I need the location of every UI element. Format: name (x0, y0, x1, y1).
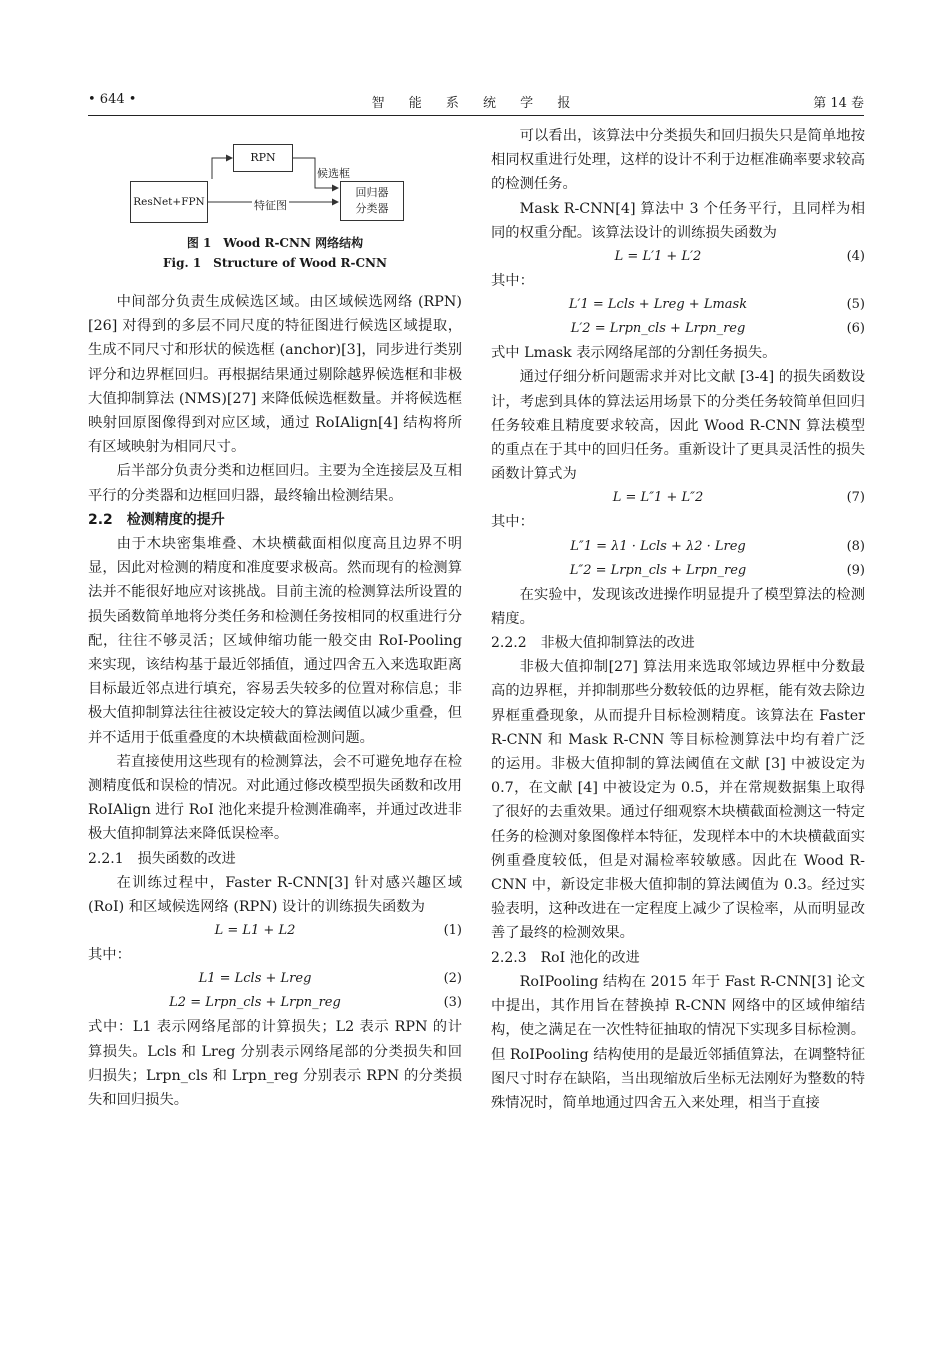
equation: L = L1 + L2 (1) (214, 923, 462, 939)
paragraph: 式中 Lmask 表示网络尾部的分割任务损失。 (491, 345, 777, 362)
paragraph: 在训练过程中，Faster R-CNN[3] 针对感兴趣区域 (RoI) 和区域候选网络 (RPN) 设计的训练损失函数为 (88, 874, 462, 916)
figure-caption-cn: 图 1 Wood R-CNN 网络结构 (186, 236, 364, 250)
paragraph: 其中： (491, 273, 534, 290)
subsection-heading: 2.2.3 RoI 池化的改进 (491, 949, 640, 966)
paragraph: 其中： (88, 947, 131, 964)
resnet-fpn-box: ResNet+FPN (130, 181, 208, 223)
paragraph: 若直接使用这些现有的检测算法，会不可避免地存在检测精度低和误检的情况。对此通过修改模型损失函数和改用 RoIAlign 进行 RoI 池化来提升检测准确率，并通过改进非极大值抑制算法来降低误检率。 (88, 753, 462, 843)
paragraph: 非极大值抑制[27] 算法用来选取邻域边界框中分数最高的边界框，并抑制那些分数较低的边界框，能有效去除边界框重叠现象，从而提升目标检测精度。该算法在 Faster R-CNN 和 Mask R-CNN 等目标检测算法中均有着广泛的运用。非极大值抑制的算法阈值在文献 [3] 中被设定为 0.7，在文献 [4] 中被设定为 0.5，并在常规数据集上取得了很好的去重效果。通过仔细观察木块横截面检测这一特定任务的检测对象图像样本特征，发现样本中的木块横截面实例重叠度较低，但是对漏检率较敏感。因此在 Wood R-CNN 中，新设定非极大值抑制的算法阈值为 0.3。经过实验表明，这种改进在一定程度上减少了误检率，从而明显改善了最终的检测效果。 (491, 659, 865, 942)
paragraph: 式中：L1 表示网络尾部的计算损失；L2 表示 RPN 的计算损失。Lcls 和 Lreg 分别表示网络尾部的分类损失和回归损失；Lrpn_cls 和 Lrpn_reg 分别表示 RPN 的分类损失和回归损失。 (88, 1019, 462, 1109)
subsection-heading: 2.2.1 损失函数的改进 (88, 850, 236, 867)
volume-label: 第 14 卷 (813, 96, 864, 111)
section-heading: 2.2 检测精度的提升 (88, 511, 225, 528)
paragraph: 其中： (491, 514, 534, 531)
left-column (88, 124, 462, 1112)
paragraph: 中间部分负责生成候选区域。由区域候选网络 (RPN)[26] 对得到的多层不同尺度的特征图进行候选区域提取，生成不同尺寸和形状的候选框 (anchor)[3]，同步进行类别评分和边界框回归。再根据结果通过剔除越界候选框和非极大值抑制算法 (NMS)[27] 来降低候选框数量。并将候选框映射回原图像得到对应区域，通过 RoIAlign[4] 结构将所有区域映射为相同尺寸。 (88, 294, 462, 456)
paragraph: 在实验中，发现该改进操作明显提升了模型算法的检测精度。 (491, 586, 865, 627)
equation: L2 = Lrpn_cls + Lrpn_reg (3) (169, 995, 462, 1011)
feature-map-label: 特征图 (252, 194, 289, 218)
paragraph: 后半部分负责分类和边框回归。主要为全连接层及互相平行的分类器和边框回归器，最终输出检测结果。 (88, 463, 462, 504)
paragraph: 可以看出，该算法中分类损失和回归损失只是简单地按相同权重进行处理，这样的设计不利于边框准确率要求较高的检测任务。 (491, 128, 865, 193)
page-number: • 644 • (88, 92, 137, 107)
regressor-classifier-box: 回归器 分类器 (340, 181, 404, 221)
paragraph: 通过仔细分析问题需求并对比文献 [3-4] 的损失函数设计，考虑到具体的算法运用场景下的分类任务较简单但回归任务较难且精度要求较高，因此 Wood R-CNN 算法模型的重点在于其中的回归任务。重新设计了更具灵活性的损失函数计算式为 (491, 369, 865, 483)
figure-caption-en: Fig. 1 Structure of Wood R-CNN (163, 256, 387, 270)
equation: L′1 = Lcls + Lreg + Lmask (5) (568, 297, 865, 313)
equation: L = L″1 + L″2 (7) (612, 490, 865, 506)
candidate-box-label: 候选框 (317, 167, 350, 180)
paragraph: RoIPooling 结构在 2015 年于 Fast R-CNN[3] 论文中提出，其作用旨在替换掉 R-CNN 网络中的区域伸缩结构，使之满足在一次性特征抽取的情况下实现多目标检测。但 RoIPooling 结构使用的是最近邻插值算法，在调整特征图尺寸时存在缺陷，当出现缩放后坐标无法刚好为整数的特殊情况时，简单地通过四舍五入来处理，相当于直接 (491, 973, 865, 1111)
page-header (88, 92, 864, 114)
subsection-heading: 2.2.2 非极大值抑制算法的改进 (491, 635, 695, 652)
rpn-box: RPN (233, 144, 293, 172)
right-column (491, 124, 865, 1115)
equation: L″1 = λ1 · Lcls + λ2 · Lreg (8) (570, 538, 865, 554)
equation: L″2 = Lrpn_cls + Lrpn_reg (9) (569, 562, 865, 578)
paragraph: Mask R-CNN[4] 算法中 3 个任务平行，且同样为相同的权重分配。该算法设计的训练损失函数为 (491, 200, 865, 241)
header-rule (88, 115, 864, 116)
journal-title: 智 能 系 统 学 报 (371, 96, 581, 111)
paragraph: 由于木块密集堆叠、木块横截面相似度高且边界不明显，因此对检测的精度和准度要求极高。然而现有的检测算法并不能很好地应对该挑战。目前主流的检测算法所设置的损失函数简单地将分类任务和检测任务按相同的权重进行分配，往往不够灵活；区域伸缩功能一般交由 RoI-Pooling 来实现，该结构基于最近邻插值，通过四舍五入来选取距离目标最近邻点进行填充，容易丢失较多的位置对称信息；非极大值抑制算法往往被设定较大的算法阈值以减少重叠，但并不适用于低重叠度的木块横截面检测问题。 (88, 536, 462, 746)
equation: L = L′1 + L′2 (4) (614, 249, 865, 265)
equation: L′2 = Lrpn_cls + Lrpn_reg (6) (570, 321, 865, 337)
equation: L1 = Lcls + Lreg (2) (198, 971, 462, 987)
figure-1 (88, 124, 462, 274)
